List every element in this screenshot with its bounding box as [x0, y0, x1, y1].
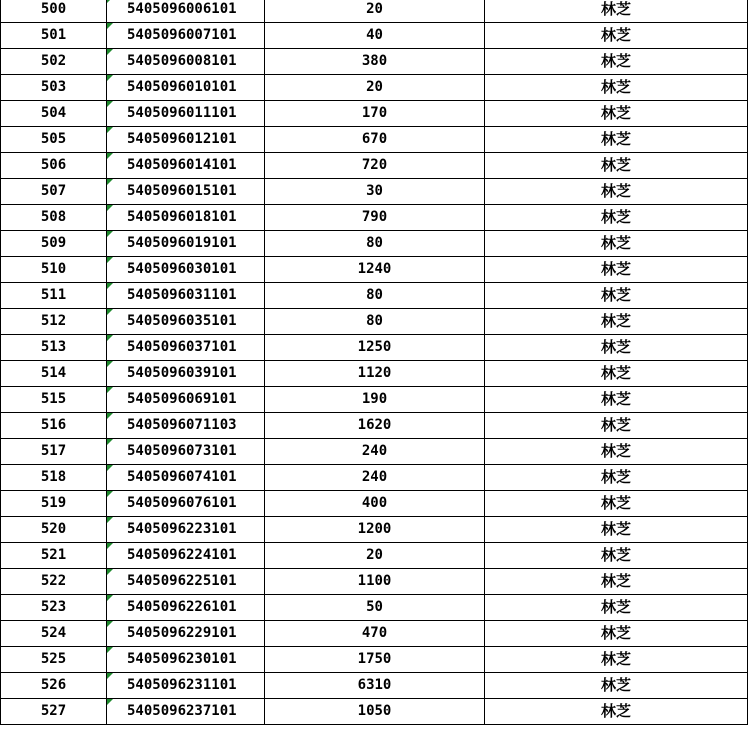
- amount-cell[interactable]: 1200: [265, 517, 485, 543]
- row-index-cell[interactable]: 507: [1, 179, 107, 205]
- code-cell[interactable]: [107, 127, 265, 153]
- code-cell[interactable]: [107, 491, 265, 517]
- amount-cell[interactable]: 240: [265, 465, 485, 491]
- table-row: [1, 621, 748, 647]
- code-cell[interactable]: [107, 309, 265, 335]
- amount-cell[interactable]: 80: [265, 283, 485, 309]
- code-cell[interactable]: [107, 699, 265, 725]
- row-index-cell[interactable]: 504: [1, 101, 107, 127]
- text-number-indicator-icon: [107, 23, 113, 29]
- amount-cell[interactable]: 1100: [265, 569, 485, 595]
- row-index-cell[interactable]: 513: [1, 335, 107, 361]
- text-number-indicator-icon: [107, 647, 113, 653]
- amount-cell[interactable]: 790: [265, 205, 485, 231]
- region-cell[interactable]: 林芝: [485, 0, 748, 23]
- region-cell[interactable]: 林芝: [485, 387, 748, 413]
- text-number-indicator-icon: [107, 49, 113, 55]
- code-value: 5405096039101: [127, 365, 237, 381]
- code-value: 5405096237101: [127, 703, 237, 719]
- region-cell[interactable]: 林芝: [485, 127, 748, 153]
- amount-cell[interactable]: 1050: [265, 699, 485, 725]
- table-row: [1, 101, 748, 127]
- code-cell[interactable]: [107, 49, 265, 75]
- amount-cell[interactable]: 670: [265, 127, 485, 153]
- text-number-indicator-icon: [107, 361, 113, 367]
- table-row: [1, 205, 748, 231]
- table-row: [1, 0, 748, 23]
- row-index-cell[interactable]: 502: [1, 49, 107, 75]
- code-cell[interactable]: [107, 361, 265, 387]
- region-cell[interactable]: 林芝: [485, 673, 748, 699]
- amount-cell[interactable]: 20: [265, 543, 485, 569]
- text-number-indicator-icon: [107, 179, 113, 185]
- amount-cell[interactable]: 30: [265, 179, 485, 205]
- row-index-cell[interactable]: 514: [1, 361, 107, 387]
- text-number-indicator-icon: [107, 0, 113, 3]
- text-number-indicator-icon: [107, 699, 113, 705]
- code-cell[interactable]: [107, 153, 265, 179]
- row-index-cell[interactable]: 508: [1, 205, 107, 231]
- code-value: 5405096076101: [127, 495, 237, 511]
- code-cell[interactable]: [107, 205, 265, 231]
- amount-cell[interactable]: 720: [265, 153, 485, 179]
- code-cell[interactable]: [107, 23, 265, 49]
- region-cell[interactable]: 林芝: [485, 569, 748, 595]
- table-row: [1, 569, 748, 595]
- amount-cell[interactable]: 170: [265, 101, 485, 127]
- code-cell[interactable]: [107, 335, 265, 361]
- row-index-cell[interactable]: 510: [1, 257, 107, 283]
- table-row: [1, 413, 748, 439]
- code-value: 5405096012101: [127, 131, 237, 147]
- code-cell[interactable]: [107, 283, 265, 309]
- row-index-cell[interactable]: 505: [1, 127, 107, 153]
- code-value: 5405096069101: [127, 391, 237, 407]
- code-value: 5405096229101: [127, 625, 237, 641]
- text-number-indicator-icon: [107, 127, 113, 133]
- region-cell[interactable]: 林芝: [485, 413, 748, 439]
- region-cell[interactable]: 林芝: [485, 517, 748, 543]
- code-value: 5405096074101: [127, 469, 237, 485]
- code-cell[interactable]: [107, 647, 265, 673]
- table-row: [1, 673, 748, 699]
- amount-cell[interactable]: 20: [265, 75, 485, 101]
- table-row: [1, 309, 748, 335]
- text-number-indicator-icon: [107, 621, 113, 627]
- table-row: [1, 517, 748, 543]
- code-cell[interactable]: [107, 569, 265, 595]
- row-index-cell[interactable]: 512: [1, 309, 107, 335]
- amount-cell[interactable]: 80: [265, 309, 485, 335]
- table-row: [1, 257, 748, 283]
- region-cell[interactable]: 林芝: [485, 23, 748, 49]
- code-cell[interactable]: [107, 439, 265, 465]
- region-cell[interactable]: 林芝: [485, 231, 748, 257]
- text-number-indicator-icon: [107, 309, 113, 315]
- code-cell[interactable]: [107, 517, 265, 543]
- table-row: [1, 75, 748, 101]
- region-cell[interactable]: 林芝: [485, 309, 748, 335]
- row-index-cell[interactable]: 523: [1, 595, 107, 621]
- region-cell[interactable]: 林芝: [485, 283, 748, 309]
- text-number-indicator-icon: [107, 75, 113, 81]
- text-number-indicator-icon: [107, 101, 113, 107]
- text-number-indicator-icon: [107, 205, 113, 211]
- text-number-indicator-icon: [107, 439, 113, 445]
- code-cell[interactable]: [107, 621, 265, 647]
- text-number-indicator-icon: [107, 517, 113, 523]
- region-cell[interactable]: 林芝: [485, 49, 748, 75]
- region-cell[interactable]: 林芝: [485, 179, 748, 205]
- text-number-indicator-icon: [107, 569, 113, 575]
- code-value: 5405096226101: [127, 599, 237, 615]
- code-value: 5405096073101: [127, 443, 237, 459]
- table-row: [1, 387, 748, 413]
- code-cell[interactable]: [107, 543, 265, 569]
- text-number-indicator-icon: [107, 673, 113, 679]
- region-cell[interactable]: 林芝: [485, 205, 748, 231]
- code-cell[interactable]: [107, 75, 265, 101]
- table-row: [1, 127, 748, 153]
- code-value: 5405096007101: [127, 27, 237, 43]
- row-index-cell[interactable]: 500: [1, 0, 107, 23]
- code-value: 5405096224101: [127, 547, 237, 563]
- amount-cell[interactable]: 1750: [265, 647, 485, 673]
- amount-cell[interactable]: 470: [265, 621, 485, 647]
- text-number-indicator-icon: [107, 257, 113, 263]
- code-value: 5405096019101: [127, 235, 237, 251]
- region-cell[interactable]: 林芝: [485, 361, 748, 387]
- text-number-indicator-icon: [107, 465, 113, 471]
- row-index-cell[interactable]: 503: [1, 75, 107, 101]
- code-value: 5405096035101: [127, 313, 237, 329]
- row-index-cell[interactable]: 526: [1, 673, 107, 699]
- code-value: 5405096014101: [127, 157, 237, 173]
- row-index-cell[interactable]: 522: [1, 569, 107, 595]
- amount-cell[interactable]: 1250: [265, 335, 485, 361]
- row-index-cell[interactable]: 525: [1, 647, 107, 673]
- table-row: [1, 23, 748, 49]
- row-index-cell[interactable]: 520: [1, 517, 107, 543]
- code-cell[interactable]: [107, 257, 265, 283]
- amount-cell[interactable]: 1240: [265, 257, 485, 283]
- table-row: [1, 699, 748, 725]
- amount-cell[interactable]: 20: [265, 0, 485, 23]
- code-cell[interactable]: [107, 0, 265, 23]
- region-cell[interactable]: 林芝: [485, 335, 748, 361]
- amount-cell[interactable]: 1620: [265, 413, 485, 439]
- row-index-cell[interactable]: 519: [1, 491, 107, 517]
- amount-cell[interactable]: 400: [265, 491, 485, 517]
- table-row: [1, 543, 748, 569]
- row-index-cell[interactable]: 511: [1, 283, 107, 309]
- code-cell[interactable]: [107, 413, 265, 439]
- region-cell[interactable]: 林芝: [485, 257, 748, 283]
- region-cell[interactable]: 林芝: [485, 465, 748, 491]
- table-row: [1, 465, 748, 491]
- amount-cell[interactable]: 80: [265, 231, 485, 257]
- region-cell[interactable]: 林芝: [485, 491, 748, 517]
- row-index-cell[interactable]: 527: [1, 699, 107, 725]
- region-cell[interactable]: 林芝: [485, 75, 748, 101]
- code-value: 5405096230101: [127, 651, 237, 667]
- text-number-indicator-icon: [107, 413, 113, 419]
- amount-cell[interactable]: 1120: [265, 361, 485, 387]
- table-row: [1, 647, 748, 673]
- region-cell[interactable]: 林芝: [485, 543, 748, 569]
- row-index-cell[interactable]: 517: [1, 439, 107, 465]
- text-number-indicator-icon: [107, 283, 113, 289]
- amount-cell[interactable]: 50: [265, 595, 485, 621]
- row-index-cell[interactable]: 501: [1, 23, 107, 49]
- table-row: [1, 335, 748, 361]
- amount-cell[interactable]: 380: [265, 49, 485, 75]
- code-value: 5405096018101: [127, 209, 237, 225]
- code-cell[interactable]: [107, 465, 265, 491]
- text-number-indicator-icon: [107, 595, 113, 601]
- table-row: [1, 361, 748, 387]
- table-row: [1, 595, 748, 621]
- region-cell[interactable]: 林芝: [485, 153, 748, 179]
- amount-cell[interactable]: 6310: [265, 673, 485, 699]
- text-number-indicator-icon: [107, 543, 113, 549]
- table-row: [1, 153, 748, 179]
- row-index-cell[interactable]: 509: [1, 231, 107, 257]
- code-value: 5405096031101: [127, 287, 237, 303]
- code-value: 5405096011101: [127, 105, 237, 121]
- text-number-indicator-icon: [107, 335, 113, 341]
- region-cell[interactable]: 林芝: [485, 647, 748, 673]
- table-row: [1, 179, 748, 205]
- row-index-cell[interactable]: 521: [1, 543, 107, 569]
- code-value: 5405096223101: [127, 521, 237, 537]
- code-cell[interactable]: [107, 101, 265, 127]
- amount-cell[interactable]: 190: [265, 387, 485, 413]
- text-number-indicator-icon: [107, 231, 113, 237]
- amount-cell[interactable]: 240: [265, 439, 485, 465]
- code-cell[interactable]: [107, 179, 265, 205]
- row-index-cell[interactable]: 515: [1, 387, 107, 413]
- text-number-indicator-icon: [107, 153, 113, 159]
- table-body: [1, 0, 748, 725]
- region-cell[interactable]: 林芝: [485, 595, 748, 621]
- text-number-indicator-icon: [107, 387, 113, 393]
- row-index-cell[interactable]: 518: [1, 465, 107, 491]
- code-cell[interactable]: [107, 231, 265, 257]
- region-cell[interactable]: 林芝: [485, 621, 748, 647]
- code-value: 5405096231101: [127, 677, 237, 693]
- code-value: 5405096225101: [127, 573, 237, 589]
- table-row: [1, 49, 748, 75]
- amount-cell[interactable]: 40: [265, 23, 485, 49]
- region-cell[interactable]: 林芝: [485, 439, 748, 465]
- code-value: 5405096037101: [127, 339, 237, 355]
- table-row: [1, 231, 748, 257]
- code-cell[interactable]: [107, 595, 265, 621]
- region-cell[interactable]: 林芝: [485, 101, 748, 127]
- code-value: 5405096015101: [127, 183, 237, 199]
- table-row: [1, 491, 748, 517]
- code-value: 5405096010101: [127, 79, 237, 95]
- code-value: 5405096006101: [127, 1, 237, 17]
- text-number-indicator-icon: [107, 491, 113, 497]
- row-index-cell[interactable]: 524: [1, 621, 107, 647]
- table-row: [1, 439, 748, 465]
- code-value: 5405096008101: [127, 53, 237, 69]
- code-value: 5405096071103: [127, 417, 237, 433]
- code-cell[interactable]: [107, 673, 265, 699]
- row-index-cell[interactable]: 506: [1, 153, 107, 179]
- table-row: [1, 283, 748, 309]
- code-cell[interactable]: [107, 387, 265, 413]
- region-cell[interactable]: 林芝: [485, 699, 748, 725]
- code-value: 5405096030101: [127, 261, 237, 277]
- row-index-cell[interactable]: 516: [1, 413, 107, 439]
